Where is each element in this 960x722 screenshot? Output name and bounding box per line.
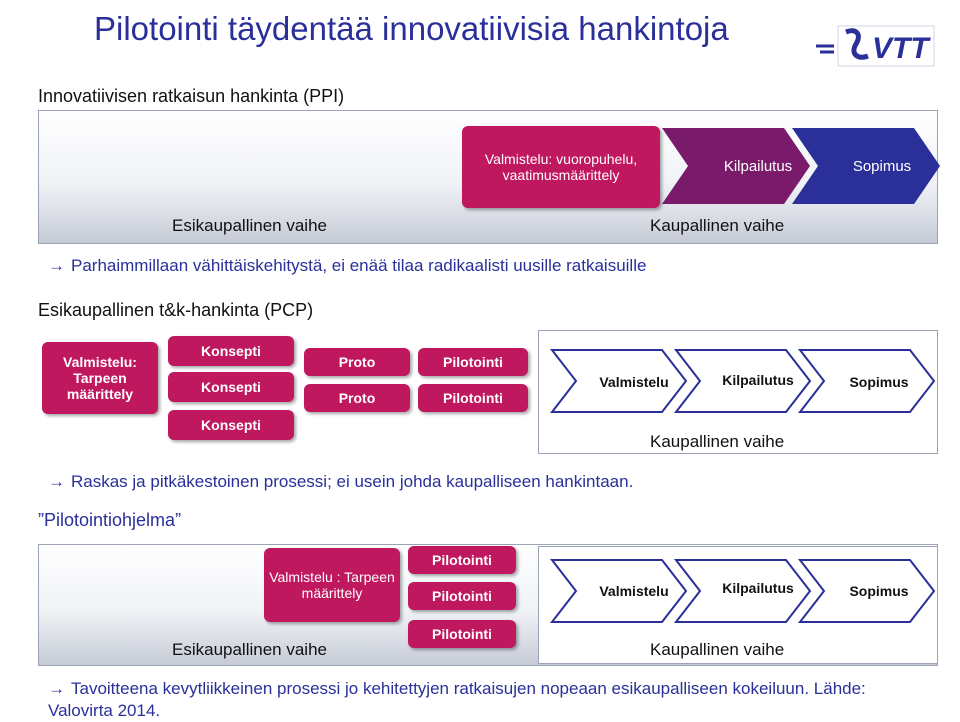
pilot-program-chevron-label-3: Sopimus bbox=[849, 583, 909, 599]
ppi-chevron-label-2: Sopimus bbox=[852, 158, 912, 175]
pilot-program-heading: ”Pilotointiohjelma” bbox=[38, 510, 182, 530]
pcp-concept-2: Konsepti bbox=[168, 372, 294, 402]
pilot-program-note: → Tavoitteena kevytliikkeinen prosessi jo kehitettyjen ratkaisujen nopeaan esikaupalliseen kokeiluun. Lähde: Valovirta 2014. bbox=[48, 679, 866, 720]
ppi-pre-commercial-label: Esikaupallinen vaihe bbox=[172, 216, 327, 235]
pilot-program-chevron-label-1: Valmistelu bbox=[599, 583, 669, 599]
pcp-pilot-1: Pilotointi bbox=[418, 348, 528, 376]
pcp-note: → Raskas ja pitkäkestoinen prosessi; ei usein johda kaupalliseen hankintaan. bbox=[48, 472, 634, 491]
pcp-proto-2: Proto bbox=[304, 384, 410, 412]
vtt-logo bbox=[816, 20, 936, 68]
arrow-right-icon: → bbox=[48, 256, 65, 275]
pilot-program-pilot-1: Pilotointi bbox=[408, 546, 516, 574]
svg-text:VTT: VTT bbox=[872, 32, 929, 65]
arrow-right-icon: → bbox=[48, 679, 65, 698]
ppi-note: → Parhaimmillaan vähittäiskehitystä, ei enää tilaa radikaalisti uusille ratkaisuille bbox=[48, 256, 647, 275]
pcp-concept-3: Konsepti bbox=[168, 410, 294, 440]
pilot-program-pilot-3: Pilotointi bbox=[408, 620, 516, 648]
pcp-commercial-label: Kaupallinen vaihe bbox=[650, 432, 785, 451]
pilot-program-pre-commercial-label: Esikaupallinen vaihe bbox=[172, 640, 327, 659]
pilot-program-prep-box: Valmistelu : Tarpeen määrittely bbox=[264, 548, 400, 622]
pilot-program-pilot-2: Pilotointi bbox=[408, 582, 516, 610]
pcp-chevron-label-3: Sopimus bbox=[849, 374, 909, 390]
pcp-pilot-2: Pilotointi bbox=[418, 384, 528, 412]
pilot-program-commercial-label: Kaupallinen vaihe bbox=[650, 640, 785, 659]
pcp-heading: Esikaupallinen t&k-hankinta (PCP) bbox=[38, 300, 314, 320]
ppi-chevron-label-1: Kilpailutus bbox=[723, 158, 793, 175]
pilot-program-chevron-label-2: Kilpailutus bbox=[722, 580, 794, 596]
ppi-heading: Innovatiivisen ratkaisun hankinta (PPI) bbox=[38, 86, 345, 106]
slide-title: Pilotointi täydentää innovatiivisia hankintoja bbox=[94, 10, 729, 47]
pcp-concept-1: Konsepti bbox=[168, 336, 294, 366]
ppi-commercial-label: Kaupallinen vaihe bbox=[650, 216, 785, 235]
pcp-chevron-label-1: Valmistelu bbox=[599, 374, 669, 390]
pcp-prep-box: Valmistelu: Tarpeen määrittely bbox=[42, 342, 158, 414]
arrow-right-icon: → bbox=[48, 472, 65, 491]
pcp-chevron-label-2: Kilpailutus bbox=[722, 372, 794, 388]
ppi-prep-box: Valmistelu: vuoropuhelu, vaatimusmäärittely bbox=[462, 126, 660, 208]
pcp-proto-1: Proto bbox=[304, 348, 410, 376]
